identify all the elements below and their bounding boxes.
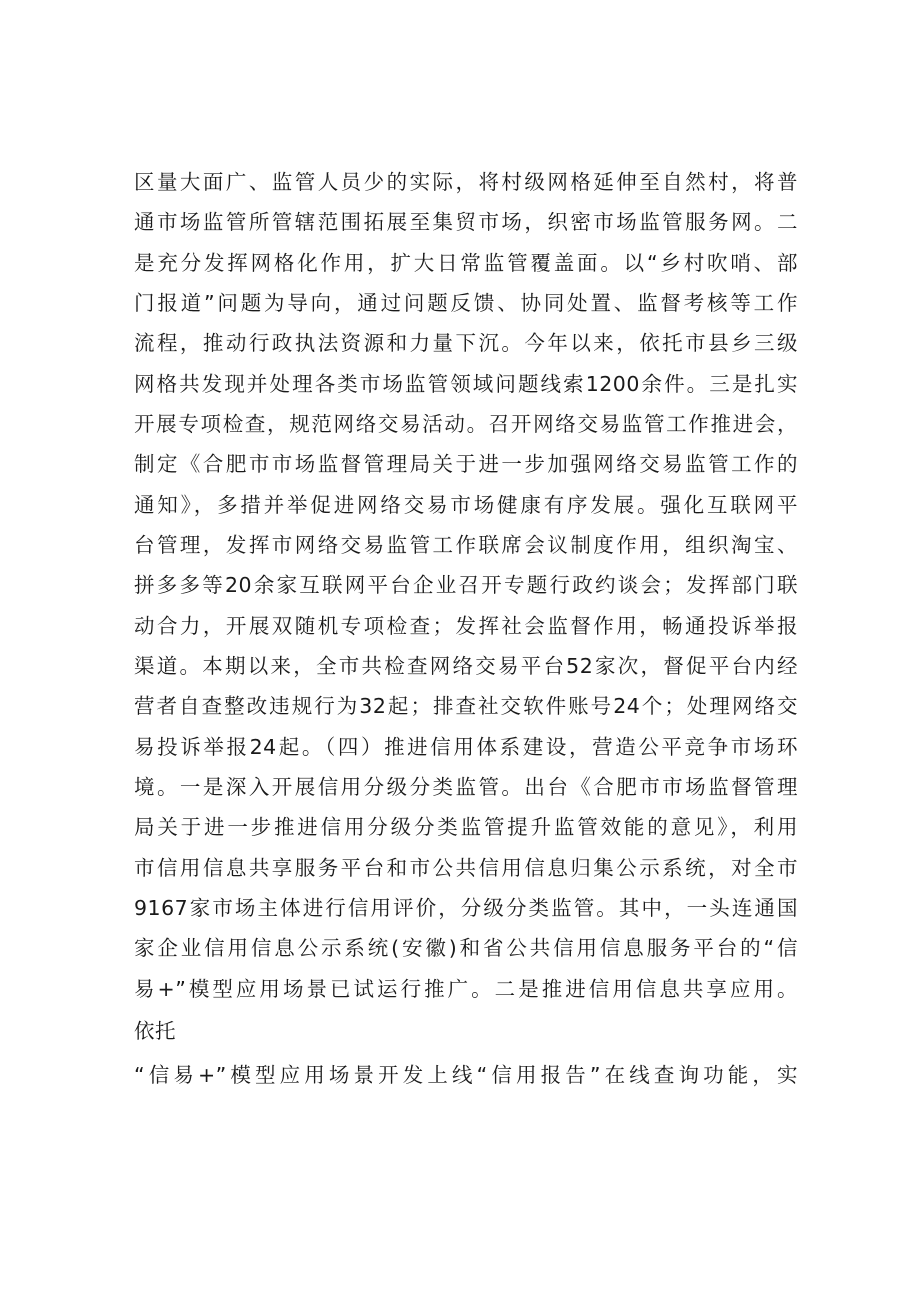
- text-line: 营者自查整改违规行为32起；排查社交软件账号24个；处理网络交: [134, 694, 798, 718]
- text-line: 门报道”问题为导向，通过问题反馈、协同处置、监督考核等工作: [134, 291, 798, 315]
- text-line: 拼多多等20余家互联网平台企业召开专题行政约谈会；发挥部门联: [134, 573, 798, 597]
- text-line: “信易+”模型应用场景开发上线“信用报告”在线查询功能，实: [134, 1063, 798, 1087]
- text-line: 台管理，发挥市网络交易监管工作联席会议制度作用，组织淘宝、: [134, 533, 798, 557]
- text-line: 境。一是深入开展信用分级分类监管。出台《合肥市市场监督管理: [134, 775, 798, 799]
- text-line: 9167家市场主体进行信用评价，分级分类监管。其中，一头连通国: [134, 896, 798, 920]
- text-line: 家企业信用信息公示系统(安徽)和省公共信用信息服务平台的“信: [134, 936, 798, 960]
- text-line: 市信用信息共享服务平台和市公共信用信息归集公示系统，对全市: [134, 856, 798, 880]
- text-line: 是充分发挥网格化作用，扩大日常监管覆盖面。以“乡村吹哨、部: [134, 251, 798, 275]
- text-line: 开展专项检查，规范网络交易活动。召开网络交易监管工作推进会，: [134, 412, 798, 436]
- text-line: 通知》，多措并举促进网络交易市场健康有序发展。强化互联网平: [134, 493, 798, 517]
- text-line: 区量大面广、监管人员少的实际，将村级网格延伸至自然村，将普: [134, 170, 798, 194]
- text-line: 依托: [134, 1019, 176, 1043]
- text-line: 流程，推动行政执法资源和力量下沉。今年以来，依托市县乡三级: [134, 331, 798, 355]
- text-line: 制定《合肥市市场监督管理局关于进一步加强网络交易监管工作的: [134, 452, 798, 476]
- text-line: 动合力，开展双随机专项检查；发挥社会监督作用，畅通投诉举报: [134, 614, 798, 638]
- text-line: 易投诉举报24起。（四）推进信用体系建设，营造公平竞争市场环: [134, 735, 798, 759]
- text-line: 通市场监管所管辖范围拓展至集贸市场，织密市场监管服务网。二: [134, 210, 798, 234]
- text-line: 易+”模型应用场景已试运行推广。二是推进信用信息共享应用。: [134, 977, 798, 1001]
- text-line: 渠道。本期以来，全市共检查网络交易平台52家次，督促平台内经: [134, 654, 798, 678]
- text-line: 网格共发现并处理各类市场监管领域问题线索1200余件。三是扎实: [134, 372, 798, 396]
- text-line: 局关于进一步推进信用分级分类监管提升监管效能的意见》，利用: [134, 815, 798, 839]
